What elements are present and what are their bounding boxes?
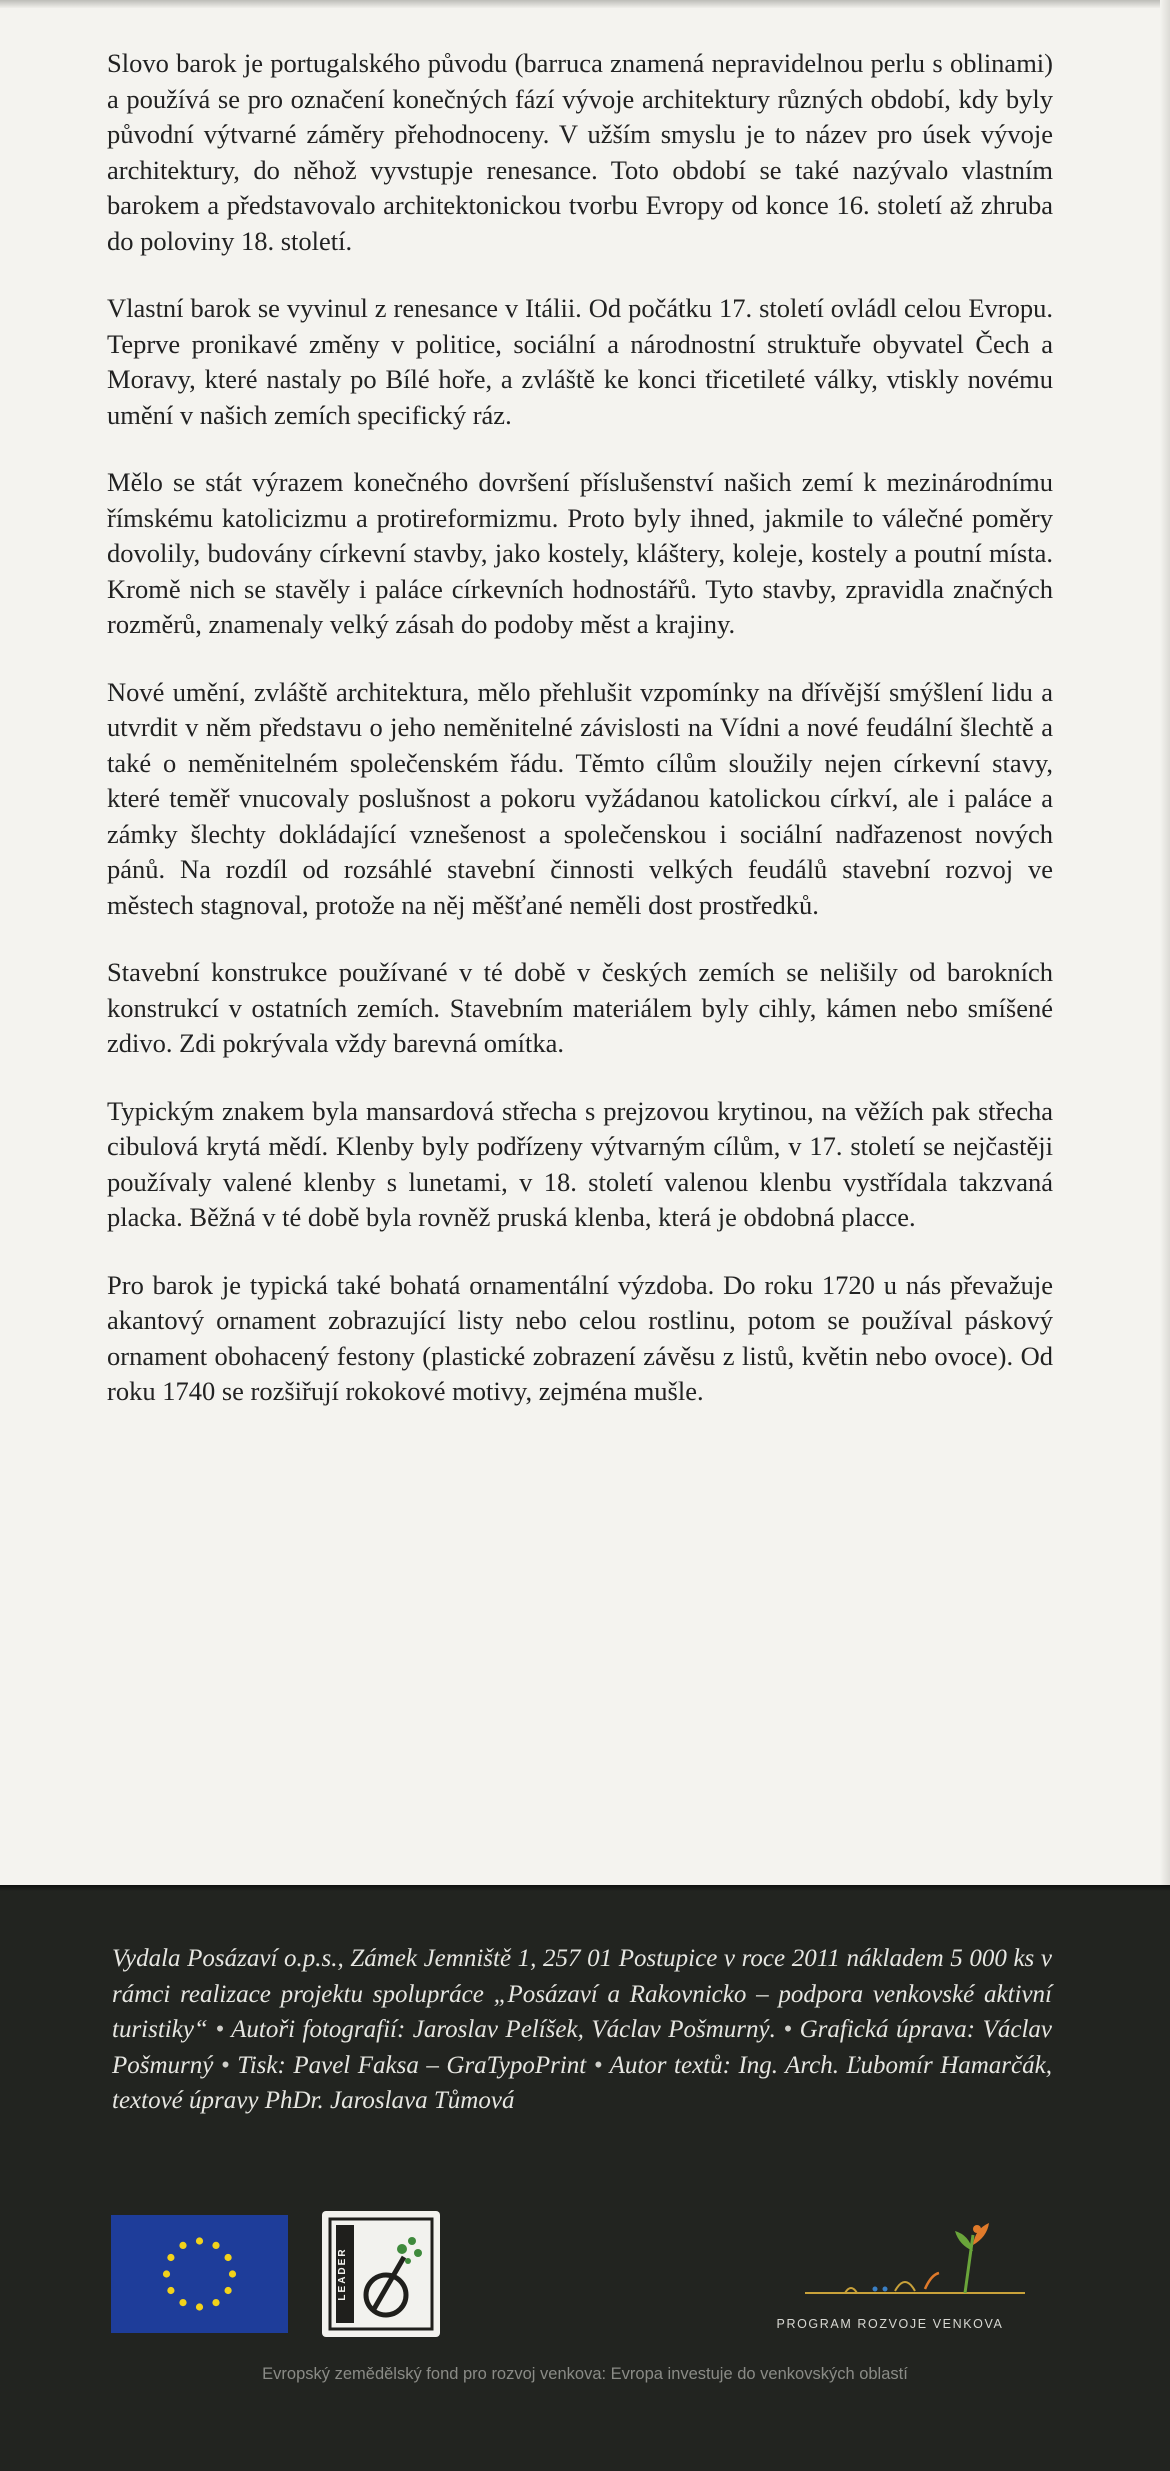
eu-flag-logo	[111, 2215, 288, 2333]
top-scan-edge	[0, 0, 1170, 8]
credit-photos: Autoři fotografií: Jaroslav Pelíšek, Václav Pošmurný.	[231, 2016, 776, 2043]
credit-print: Tisk: Pavel Faksa – GraTypoPrint	[237, 2051, 587, 2079]
credit-author: Autor textů: Ing. Arch. Ľubomír Hamarčák, textové úpravy PhDr. Jaroslava Tůmová	[112, 2051, 1052, 2114]
eu-stars-icon	[111, 2215, 288, 2333]
leader-logo	[322, 2211, 440, 2337]
paragraph: Slovo barok je portugalského původu (barruca znamená nepravidelnou perlu s oblinami) a používá se pro označení konečných fází vývoje architektury různých období, kdy byly původní výtvarné záměry přehodnoceny. V užším smyslu je to název pro úsek vývoje architektury, do něhož vyvstupje renesance. Toto období se také nazývalo vlastním barokem a představovalo architektonickou tvorbu Evropy od konce 16. století až zhruba do poloviny 18. století.	[107, 48, 1053, 256]
separator-dot: •	[775, 2016, 800, 2043]
article-body	[107, 46, 1053, 1442]
separator-dot: •	[207, 2016, 232, 2043]
paragraph: Stavební konstrukce používané v té době v českých zemích se nelišily od barokních konstrukcí v ostatních zemích. Stavebním materiálem byly cihly, kámen nebo smíšené zdivo. Zdi pokrývala vždy barevná omítka.	[107, 957, 1053, 1058]
paragraph: Mělo se stát výrazem konečného dovršení příslušenství našich zemí k mezinárodnímu římskému katolicizmu a protireformizmu. Proto byly ihned, jakmile to válečné poměry dovolily, budovány církevní stavby, jako kostely, kláštery, koleje, kostely a poutní místa. Kromě nich se stavěly i paláce církevních hodnostářů. Tyto stavby, zpravidla značných rozměrů, znamenaly velký zásah do podoby měst a krajiny.	[107, 467, 1053, 639]
leader-logo-text: LEADER	[337, 2247, 348, 2301]
credit-design: Grafická úprava: Václav Pošmurný	[112, 2016, 1052, 2079]
paragraph: Typickým znakem byla mansardová střecha s prejzovou krytinou, na věžích pak střecha cibulová krytá mědí. Klenby byly podřízeny výtvarným cílům, v 17. století se nejčastěji používaly valené klenby s lunetami, v 18. století valenou klenbu vystřídala takzvaná placka. Běžná v té době byla rovněž pruská klenba, která je obdobná placce.	[107, 1095, 1053, 1232]
prv-label: PROGRAM ROZVOJE VENKOVA	[776, 2317, 1004, 2331]
rural-landscape-icon	[725, 2215, 1055, 2315]
separator-dot: •	[586, 2051, 610, 2079]
leader-emblem-icon	[322, 2211, 440, 2337]
paragraph: Vlastní barok se vyvinul z renesance v Itálii. Od počátku 17. století ovládl celou Evropu. Teprve pronikavé změny v politice, sociální a národnostní struktuře obyvatel Čech a Moravy, které nastaly po Bílé hoře, a zvláště ke konci třicetileté války, vtiskly novému umění v našich zemích specifický ráz.	[107, 293, 1053, 430]
program-rozvoje-venkova-logo	[725, 2215, 1055, 2337]
right-scan-edge	[1160, 0, 1170, 1890]
paragraph: Nové umění, zvláště architektura, mělo přehlušit vzpomínky na dřívější smýšlení lidu a utvrdit v něm představu o jeho neměnitelné závislosti na Vídni a nové feudální šlechtě a také o neměnitelném společenském řádu. Těmto cílům sloužily nejen církevní stavy, které teměř vnucovaly poslušnost a pokoru vyžádanou katolickou církví, ale i paláce a zámky šlechty dokládající vznešenost a společenskou i sociální nadřazenost nových pánů. Na rozdíl od rozsáhlé stavební činnosti velkých feudálů stavební rozvoj ve městech stagnoval, protože na něj měšťané neměli dost prostředků.	[107, 676, 1053, 920]
paragraph: Pro barok je typická také bohatá ornamentální výzdoba. Do roku 1720 u nás převažuje akantový ornament zobrazující listy nebo celou rostlinu, potom se používal páskový ornament obohacený festony (plastické zobrazení závěsu z listů, květin nebo ovoce). Od roku 1740 se rozšiřují rokokové motivy, zejména mušle.	[107, 1269, 1053, 1406]
separator-dot: •	[213, 2051, 238, 2079]
publisher-credits	[112, 1941, 1052, 2119]
eafrd-funding-line: Evropský zemědělský fond pro rozvoj venkova: Evropa investuje do venkovských oblastí	[262, 2365, 908, 2383]
credit-publisher: Vydala Posázaví o.p.s., Zámek Jemniště 1, 257 01 Postupice v roce 2011 nákladem 5 000 ks v rámci realizace projektu spolupráce „Posázaví a Rakovnicko – podpora venkovské aktivní turistiky“	[112, 1945, 1052, 2043]
imprint-footer	[0, 1885, 1170, 2471]
